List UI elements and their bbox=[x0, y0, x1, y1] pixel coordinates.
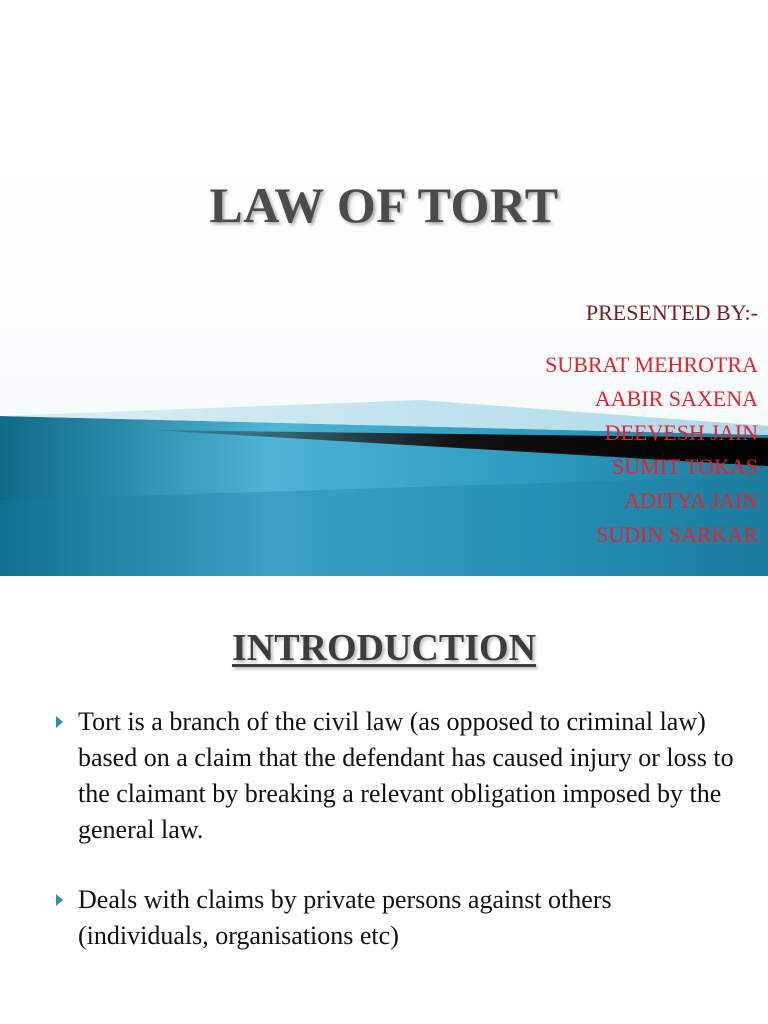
presented-by-label: PRESENTED BY:- bbox=[585, 300, 758, 325]
presenter-name: AABIR SAXENA bbox=[594, 386, 758, 411]
arrow-bullet-icon bbox=[56, 894, 63, 906]
presenter-name: SUMIT TOKAS bbox=[611, 454, 758, 479]
bullet-list bbox=[56, 704, 746, 954]
slide-title: LAW OF TORT bbox=[209, 177, 559, 233]
bullet-text: Deals with claims by private persons against others (individuals, organisations etc) bbox=[78, 885, 612, 950]
bullet-text: Tort is a branch of the civil law (as opposed to criminal law) based on a claim that the defendant has caused injury or loss to the claimant by breaking a relevant obligation imposed by the general law. bbox=[78, 707, 734, 844]
arrow-bullet-icon bbox=[56, 716, 63, 728]
presenter-name: SUBRAT MEHROTRA bbox=[545, 352, 758, 377]
presenter-name: DEEVESH JAIN bbox=[604, 420, 758, 445]
introduction-slide bbox=[0, 592, 768, 1024]
presenter-name: ADITYA JAIN bbox=[624, 488, 758, 513]
bullet-item bbox=[56, 882, 746, 954]
presenters-block bbox=[545, 296, 758, 552]
slide-divider bbox=[0, 576, 768, 592]
presenter-name: SUDIN SARKAR bbox=[596, 522, 758, 547]
slide-heading: INTRODUCTION bbox=[231, 627, 537, 669]
bullet-item bbox=[56, 704, 746, 848]
